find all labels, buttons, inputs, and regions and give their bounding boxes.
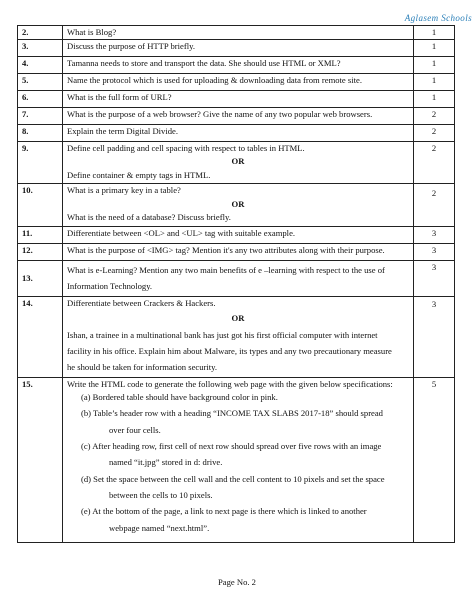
question-text: What is Blog? — [63, 26, 414, 40]
page-number: Page No. 2 — [218, 577, 256, 587]
or-separator: OR — [231, 313, 245, 324]
question-text: What is a primary key in a table? — [67, 185, 181, 196]
question-row-13 — [18, 260, 455, 296]
question-text: What is the purpose of a web browser? Give the name of any two popular web browsers. — [63, 108, 414, 125]
question-row-2 — [18, 26, 455, 40]
question-text: Discuss the purpose of HTTP briefly. — [63, 40, 414, 57]
question-row-9 — [18, 142, 455, 184]
question-marks: 3 — [414, 243, 455, 260]
question-number: 10. — [18, 184, 63, 226]
question-marks: 3 — [414, 226, 455, 243]
question-row-4 — [18, 57, 455, 74]
specification-list — [67, 389, 409, 536]
question-row-12 — [18, 243, 455, 260]
question-alternative-text: What is the need of a database? Discuss briefly. — [67, 212, 231, 223]
question-number: 12. — [18, 243, 63, 260]
question-marks: 2 — [414, 108, 455, 125]
or-separator: OR — [231, 198, 245, 209]
question-row-11 — [18, 226, 455, 243]
question-number: 5. — [18, 74, 63, 91]
question-text: Write the HTML code to generate the following web page with the given below specifications: — [67, 378, 393, 389]
question-marks: 2 — [414, 184, 455, 226]
or-separator: OR — [231, 156, 245, 167]
question-number: 7. — [18, 108, 63, 125]
question-marks: 2 — [414, 142, 455, 184]
spec-item-c: (c) After heading row, first cell of next row should spread over five rows with an image — [81, 440, 382, 451]
question-number: 15. — [18, 377, 63, 542]
question-number: 9. — [18, 142, 63, 184]
question-table — [17, 25, 455, 543]
question-text: What is the full form of URL? — [63, 91, 414, 108]
question-row-5 — [18, 74, 455, 91]
alt-line: facility in his office. Explain him about Malware, its types and any two precautionary measure — [67, 345, 392, 356]
spec-item-d-cont: between the cells to 10 pixels. — [109, 489, 213, 500]
spec-item-a: (a) Bordered table should have background color in pink. — [81, 392, 278, 402]
question-text: Differentiate between <OL> and <UL> tag with suitable example. — [63, 226, 414, 243]
question-marks: 5 — [414, 377, 455, 542]
question-row-7 — [18, 108, 455, 125]
question-marks: 1 — [414, 91, 455, 108]
spec-item-d: (d) Set the space between the cell wall and the cell content to 10 pixels and set the space — [81, 473, 385, 484]
question-row-14 — [18, 296, 455, 377]
spec-item-e: (e) At the bottom of the page, a link to next page is there which is linked to another — [81, 506, 367, 517]
question-number: 13. — [18, 260, 63, 296]
question-number: 6. — [18, 91, 63, 108]
question-alternative-text — [67, 327, 409, 376]
question-row-6 — [18, 91, 455, 108]
spec-item-b: (b) Table’s header row with a heading “INCOME TAX SLABS 2017-18” should spread — [81, 408, 383, 419]
question-text-line-2: Information Technology. — [67, 281, 153, 292]
question-text: Explain the term Digital Divide. — [63, 125, 414, 142]
question-marks: 3 — [414, 296, 455, 377]
alt-line: he should be taken for information security. — [67, 362, 218, 373]
question-alternative-text: Define container & empty tags in HTML. — [67, 169, 211, 180]
question-number: 8. — [18, 125, 63, 142]
question-marks: 3 — [414, 260, 455, 296]
question-marks: 1 — [414, 26, 455, 40]
question-row-8 — [18, 125, 455, 142]
question-text: Tamanna needs to store and transport the data. She should use HTML or XML? — [63, 57, 414, 74]
question-number: 14. — [18, 296, 63, 377]
question-row-15 — [18, 377, 455, 542]
question-row-3 — [18, 40, 455, 57]
question-row-10 — [18, 184, 455, 226]
question-text: Differentiate between Crackers & Hackers. — [67, 297, 216, 308]
question-text: What is the purpose of <IMG> tag? Mention it's any two attributes along with their purpose. — [63, 243, 414, 260]
question-marks: 1 — [414, 74, 455, 91]
spec-item-e-cont: webpage named “next.html”. — [109, 522, 210, 533]
question-marks: 1 — [414, 40, 455, 57]
aglasem-watermark: Aglasem Schools — [404, 13, 472, 23]
question-marks: 1 — [414, 57, 455, 74]
spec-item-c-cont: named “it.jpg” stored in d: drive. — [109, 457, 223, 468]
question-text: Define cell padding and cell spacing with respect to tables in HTML. — [67, 143, 305, 153]
question-number: 3. — [18, 40, 63, 57]
question-number: 11. — [18, 226, 63, 243]
question-number: 2. — [18, 26, 63, 40]
alt-line: Ishan, a trainee in a multinational bank has just got his first official computer with internet — [67, 329, 378, 340]
question-text: Name the protocol which is used for uploading & downloading data from remote site. — [63, 74, 414, 91]
question-marks: 2 — [414, 125, 455, 142]
question-text-line-1: What is e-Learning? Mention any two main benefits of e –learning with respect to the use of — [67, 264, 385, 275]
question-number: 4. — [18, 57, 63, 74]
spec-item-b-cont: over four cells. — [109, 424, 161, 435]
